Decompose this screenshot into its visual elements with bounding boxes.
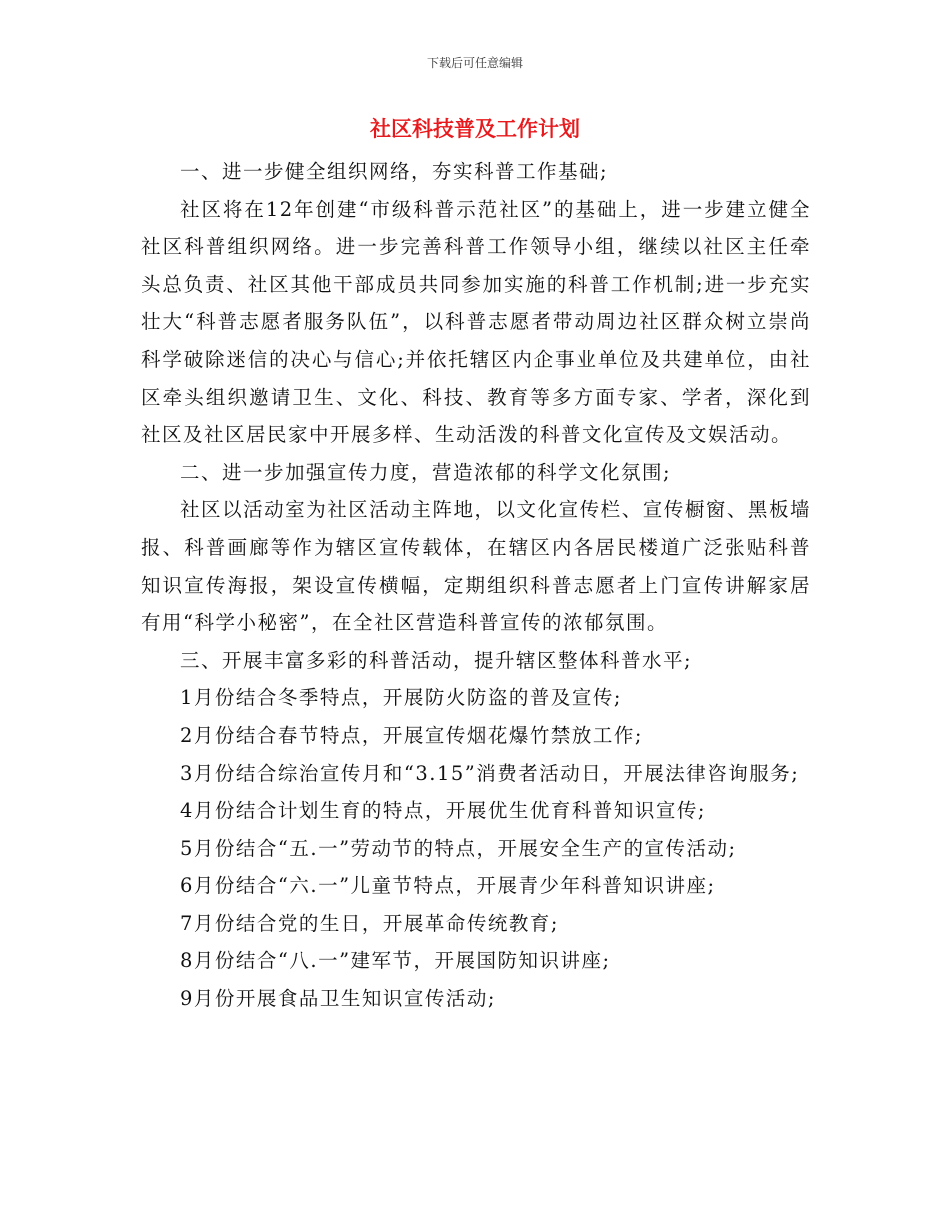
header-note: 下载后可任意编辑 [426, 56, 523, 70]
list-item-january: 1月份结合冬季特点，开展防火防盗的普及宣传; [180, 686, 622, 710]
paragraph-organization: 社区将在12年创建“市级科普示范社区”的基础上，进一步建立健全社区科普组织网络。进一步完善科普工作领导小组，继续以社区主任牵头总负责、社区其他干部成员共同参加实施的科普工作机制;进一步充实壮大“科普志愿者服务队伍”，以科普志愿者带动周边社区群众树立崇尚科学破除迷信的决心与信心;并依托辖区内企事业单位及共建单位，由社区牵头组织邀请卫生、文化、科技、教育等多方面专家、学者，深化到社区及社区居民家中开展多样、生动活泼的科普文化宣传及文娱活动。 [141, 197, 811, 447]
list-item-march: 3月份结合综治宣传月和“3.15”消费者活动日，开展法律咨询服务; [180, 761, 800, 785]
document-title: 社区科技普及工作计划 [370, 116, 580, 141]
paragraph-publicity: 社区以活动室为社区活动主阵地，以文化宣传栏、宣传橱窗、黑板墙报、科普画廊等作为辖区宣传载体，在辖区内各居民楼道广泛张贴科普知识宣传海报，架设宣传横幅，定期组织科普志愿者上门宣传讲解家居有用“科学小秘密”，在全社区营造科普宣传的浓郁氛围。 [141, 498, 811, 635]
list-item-september: 9月份开展食品卫生知识宣传活动; [180, 987, 496, 1011]
list-item-july: 7月份结合党的生日，开展革命传统教育; [180, 911, 559, 935]
list-item-february: 2月份结合春节特点，开展宣传烟花爆竹禁放工作; [180, 723, 643, 747]
section-heading-1: 一、进一步健全组织网络，夯实科普工作基础; [180, 160, 609, 183]
section-heading-2: 二、进一步加强宣传力度，营造浓郁的科学文化氛围; [180, 460, 672, 484]
document-body [141, 153, 811, 1018]
list-item-may: 5月份结合“五.一”劳动节的特点，开展安全生产的宣传活动; [180, 836, 737, 860]
list-item-august: 8月份结合“八.一”建军节，开展国防知识讲座; [180, 949, 611, 973]
section-heading-3: 三、开展丰富多彩的科普活动，提升辖区整体科普水平; [180, 648, 693, 672]
list-item-june: 6月份结合“六.一”儿童节特点，开展青少年科普知识讲座; [180, 874, 716, 898]
list-item-april: 4月份结合计划生育的特点，开展优生优育科普知识宣传; [180, 799, 706, 823]
